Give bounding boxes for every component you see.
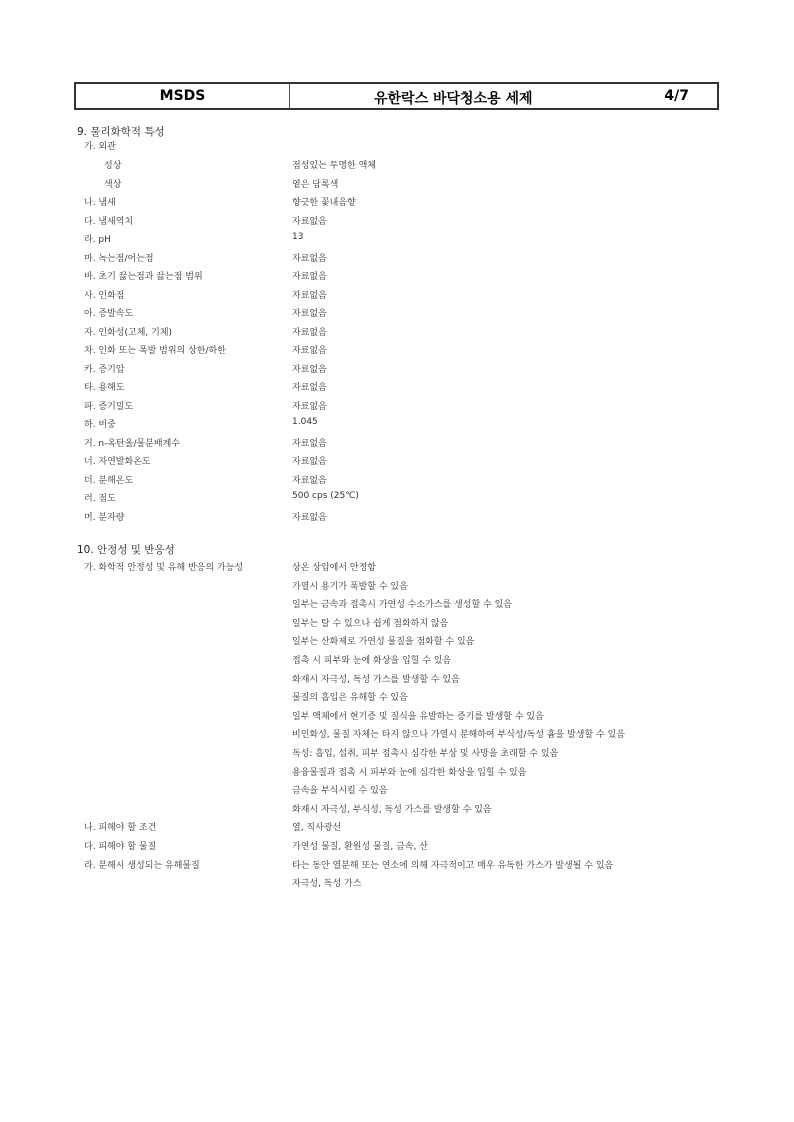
property-label: 차. 인화 또는 폭발 범위의 상한/하한 <box>84 346 226 356</box>
property-row <box>0 380 794 398</box>
property-row <box>0 672 794 690</box>
property-value: 자료없음 <box>292 327 327 338</box>
property-value: 열, 직사광선 <box>292 823 342 834</box>
property-label: 너. 자연발화온도 <box>84 457 151 467</box>
property-value: 자료없음 <box>292 438 327 449</box>
property-label: 파. 증기밀도 <box>84 401 134 412</box>
property-value: 자료없음 <box>292 401 327 412</box>
property-value: 자료없음 <box>292 364 327 375</box>
property-row <box>0 251 794 269</box>
property-value: 접촉 시 피부와 눈에 화상을 입힐 수 있음 <box>292 656 452 666</box>
property-value: 자료없음 <box>292 253 327 264</box>
property-value: 일부는 탈 수 있으나 쉽게 점화하지 않음 <box>292 618 449 629</box>
property-row <box>0 616 794 634</box>
appearance-row <box>0 139 794 157</box>
property-row <box>0 436 794 454</box>
property-row <box>0 362 794 380</box>
property-row <box>0 288 794 306</box>
property-row <box>0 343 794 361</box>
property-label: 거. n-옥탄올/물분배계수 <box>84 438 180 449</box>
property-row <box>0 802 794 820</box>
property-value: 자료없음 <box>292 290 327 301</box>
property-value: 옅은 담록색 <box>292 179 339 190</box>
property-value: 금속을 부식시킬 수 있음 <box>292 786 388 797</box>
property-value: 자료없음 <box>292 346 327 356</box>
property-row <box>0 634 794 652</box>
property-value: 가연성 물질, 환원성 물질, 금속, 산 <box>292 842 428 852</box>
section-10-title: 10. 안정성 및 반응성 <box>77 544 175 556</box>
property-row <box>0 727 794 745</box>
property-row <box>0 597 794 615</box>
property-label: 다. 냄새역치 <box>84 216 134 227</box>
property-value: 독성: 흡입, 섭취, 피부 접촉시 심각한 부상 및 사망을 초래할 수 있음 <box>292 749 559 759</box>
property-value: 점성있는 투명한 액체 <box>292 161 376 171</box>
property-label: 가. 화학적 안정성 및 유해 반응의 가능성 <box>84 563 244 573</box>
property-row <box>0 653 794 671</box>
property-label: 마. 녹는점/어는점 <box>84 253 154 264</box>
property-row <box>0 232 794 250</box>
property-label: 나. 피해야 할 조건 <box>84 823 157 834</box>
property-value: 일부는 금속과 접촉시 가연성 수소가스를 생성할 수 있음 <box>292 600 512 611</box>
property-label: 색상 <box>104 179 122 190</box>
property-row <box>0 214 794 232</box>
property-label: 나. 냄새 <box>84 198 116 208</box>
document-header <box>74 82 719 110</box>
property-label: 타. 용해도 <box>84 383 125 393</box>
property-label: 성상 <box>104 161 122 171</box>
property-row <box>0 876 794 894</box>
property-row <box>0 690 794 708</box>
property-row <box>0 709 794 727</box>
property-row <box>0 399 794 417</box>
property-row <box>0 325 794 343</box>
property-value: 1.045 <box>292 417 318 427</box>
property-value: 자료없음 <box>292 512 327 523</box>
property-row <box>0 473 794 491</box>
property-value: 13 <box>292 232 304 242</box>
property-label: 자. 인화성(고체, 기체) <box>84 327 173 338</box>
property-value: 일부는 산화제로 가연성 물질을 점화할 수 있음 <box>292 637 475 648</box>
property-value: 향긋한 꽃내음향 <box>292 198 356 208</box>
property-label: 하. 비중 <box>84 420 116 430</box>
property-value: 화재시 자극성, 독성 가스를 발생할 수 있음 <box>292 674 460 685</box>
property-value: 자료없음 <box>292 309 327 319</box>
header-right-cell <box>290 84 717 108</box>
header-product-title: 유한락스 바닥청소용 세제 <box>374 91 533 107</box>
section-9-title: 9. 물리화학적 특성 <box>77 126 165 138</box>
property-row <box>0 510 794 528</box>
property-value: 자료없음 <box>292 216 327 227</box>
property-value: 용융물질과 접촉 시 피부와 눈에 심각한 화상을 입힐 수 있음 <box>292 767 527 778</box>
property-label: 라. pH <box>84 235 111 245</box>
property-label: 더. 분해온도 <box>84 475 134 486</box>
property-row <box>0 765 794 783</box>
property-row <box>0 417 794 435</box>
property-value: 자료없음 <box>292 383 327 393</box>
property-value: 비인화성, 물질 자체는 타지 않으나 가열시 분해하여 부식성/독성 흄을 발생할 수 있음 <box>292 730 625 741</box>
header-page-number: 4/7 <box>664 88 689 104</box>
property-label: 다. 피해야 할 물질 <box>84 842 157 852</box>
property-value: 가열시 용기가 폭발할 수 있음 <box>292 581 408 592</box>
property-value: 물질의 흡입은 유해할 수 있음 <box>292 693 408 704</box>
property-value: 타는 동안 열분해 또는 연소에 의해 자극적이고 매우 유독한 가스가 발생될 수 있음 <box>292 860 614 871</box>
property-row <box>0 560 794 578</box>
property-value: 자극성, 독성 가스 <box>292 879 362 890</box>
property-row <box>0 820 794 838</box>
property-row <box>0 746 794 764</box>
property-row <box>0 269 794 287</box>
property-label: 아. 증발속도 <box>84 309 134 319</box>
property-row <box>0 858 794 876</box>
property-value: 자료없음 <box>292 457 327 467</box>
property-label: 카. 증기압 <box>84 364 125 375</box>
property-row <box>0 177 794 195</box>
appearance-label: 가. 외관 <box>84 142 116 152</box>
property-value: 상온 상압에서 안정함 <box>292 563 376 573</box>
property-value: 자료없음 <box>292 272 327 282</box>
property-value: 일부 액체에서 현기증 및 질식을 유발하는 증기를 발생할 수 있음 <box>292 711 544 722</box>
property-row <box>0 195 794 213</box>
property-row <box>0 158 794 176</box>
property-label: 사. 인화점 <box>84 290 125 301</box>
property-label: 라. 분해시 생성되는 유해물질 <box>84 860 200 871</box>
property-row <box>0 306 794 324</box>
property-label: 바. 초기 끓는점과 끓는점 범위 <box>84 272 203 282</box>
property-value: 500 cps (25℃) <box>292 491 359 501</box>
property-row <box>0 839 794 857</box>
property-value: 화재시 자극성, 부식성, 독성 가스를 발생할 수 있음 <box>292 804 492 815</box>
header-doc-type: MSDS <box>76 84 290 108</box>
property-row <box>0 783 794 801</box>
property-label: 머. 분자량 <box>84 512 125 523</box>
property-row <box>0 491 794 509</box>
property-value: 자료없음 <box>292 475 327 486</box>
property-row <box>0 579 794 597</box>
property-label: 러. 점도 <box>84 494 116 504</box>
property-row <box>0 454 794 472</box>
